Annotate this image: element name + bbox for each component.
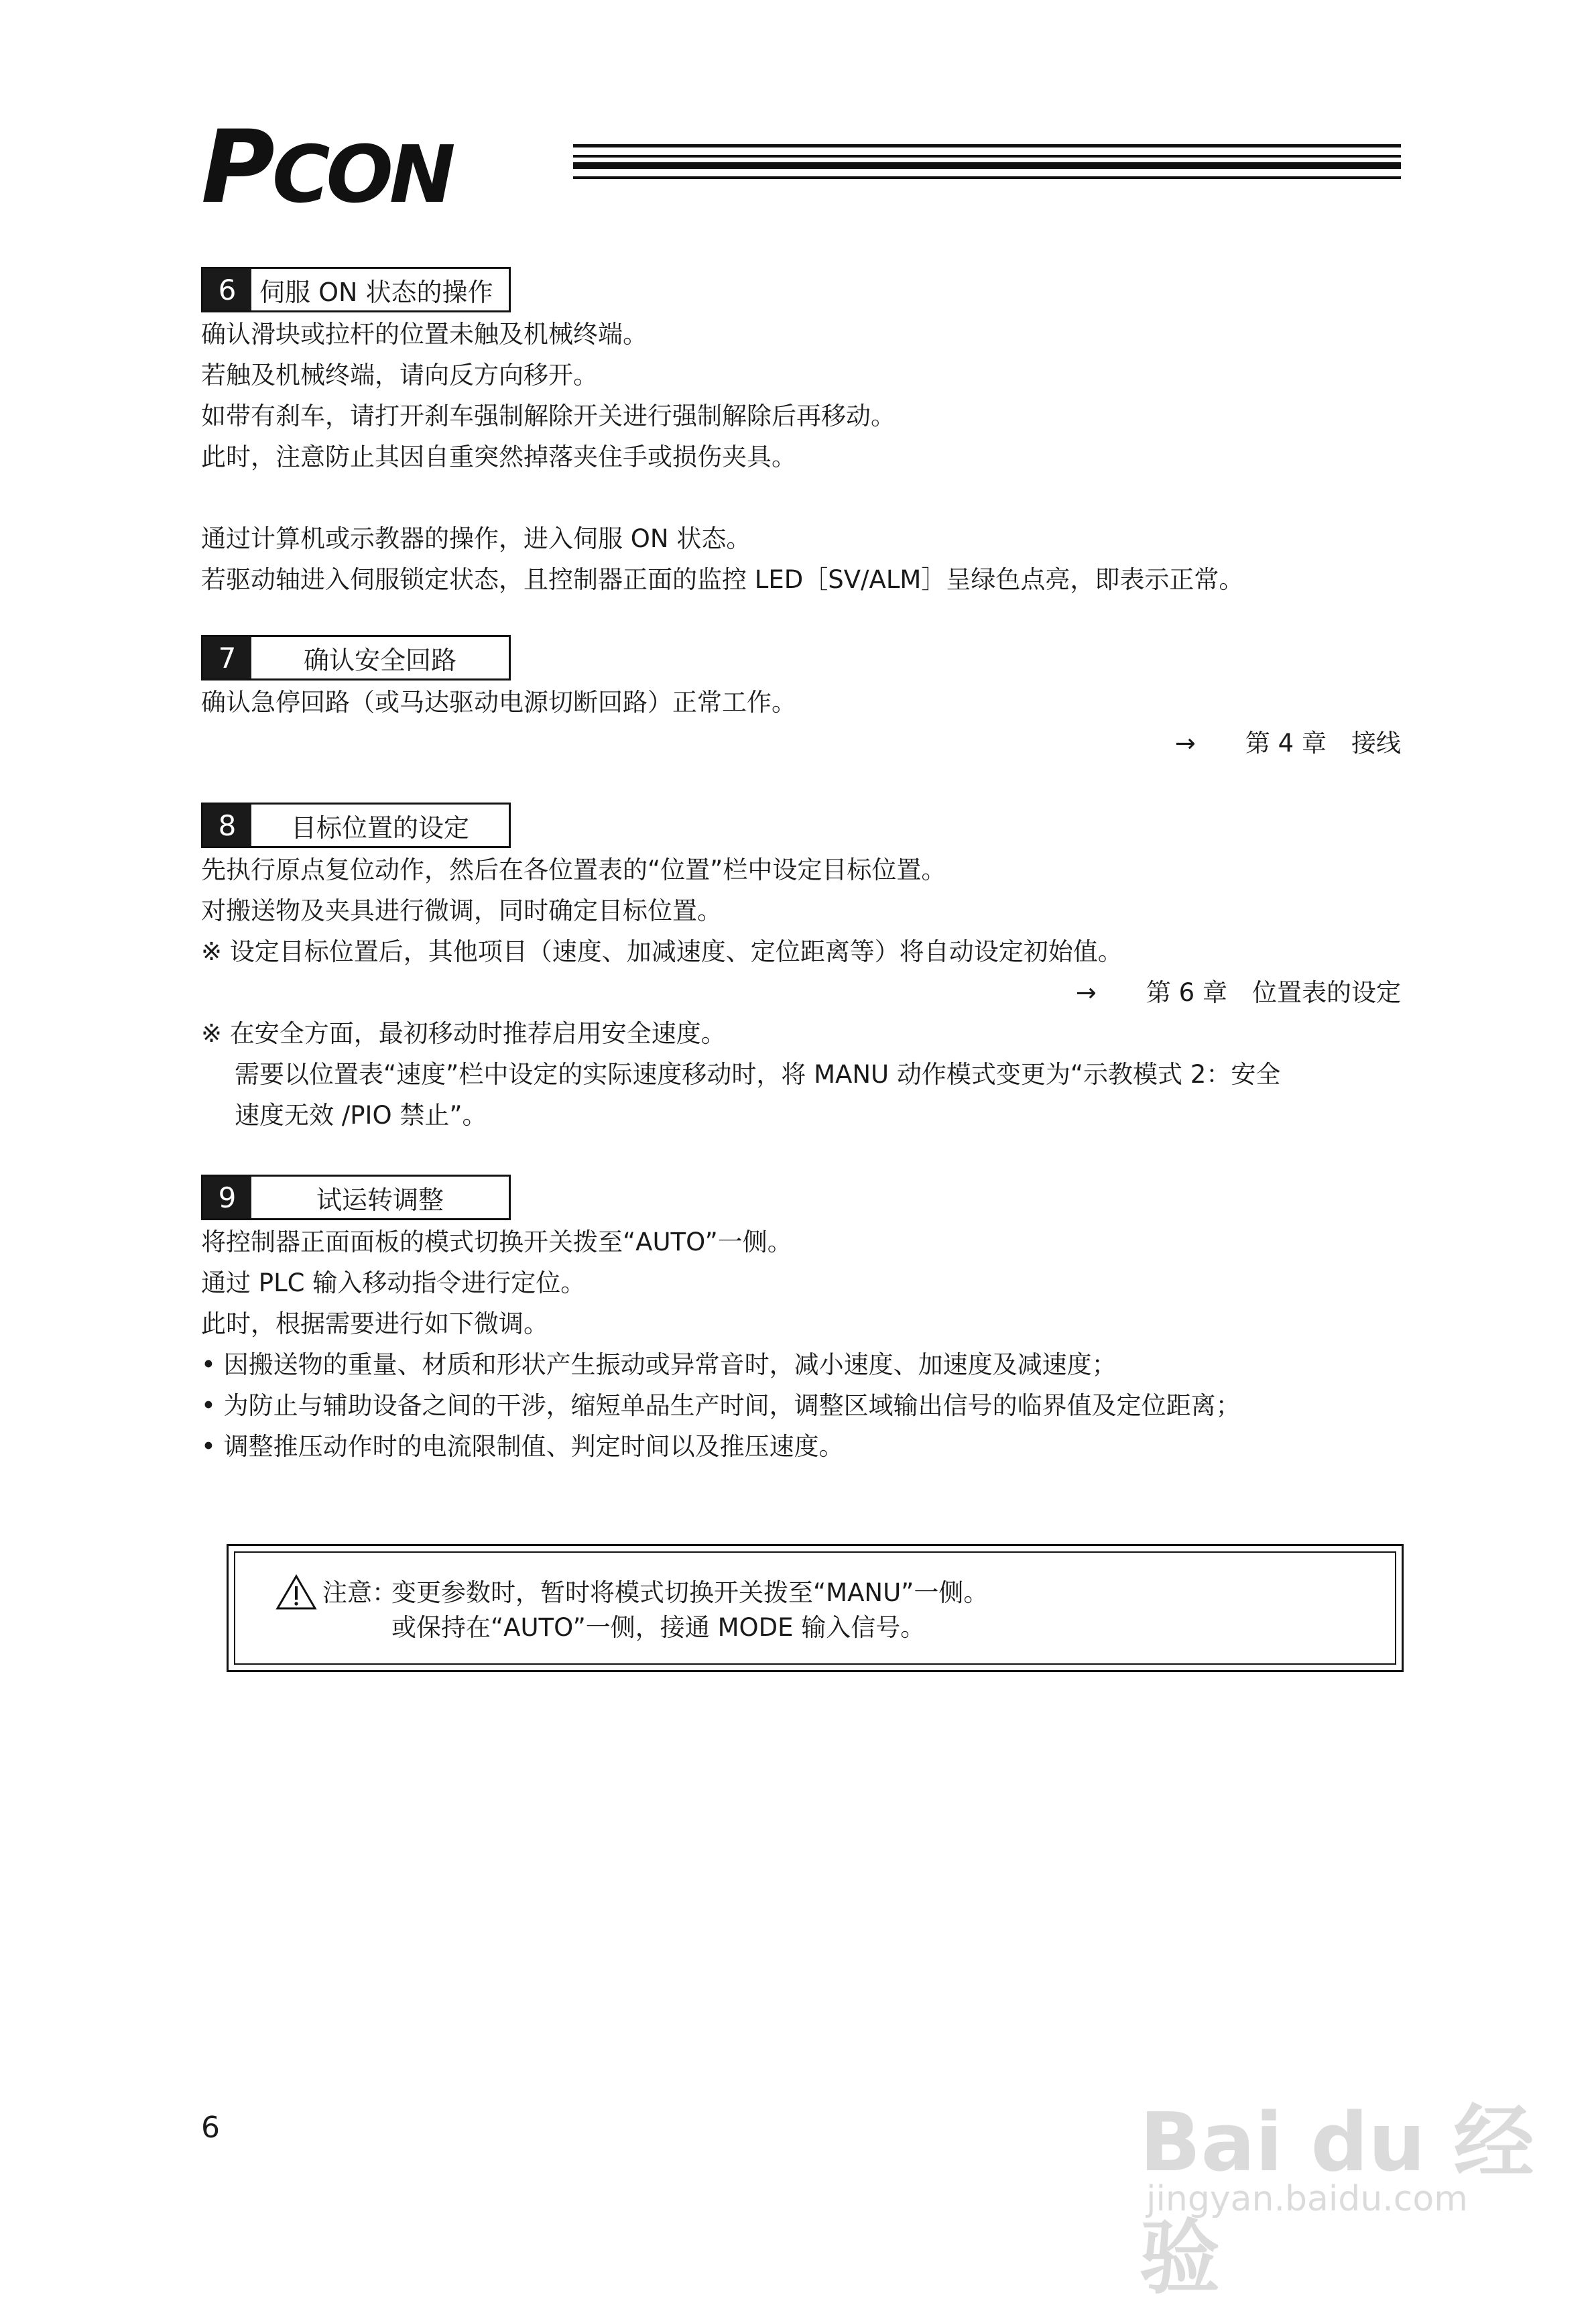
page-header bbox=[201, 109, 1401, 226]
caution-box bbox=[227, 1544, 1404, 1672]
section-heading bbox=[201, 1175, 511, 1220]
warning-triangle-icon bbox=[275, 1574, 317, 1610]
section-6 bbox=[201, 267, 1401, 600]
paragraph-line: 此时，根据需要进行如下微调。 bbox=[201, 1309, 548, 1338]
bullet-item: • 为防止与辅助设备之间的干涉，缩短单品生产时间，调整区域输出信号的临界值及定位距离； bbox=[201, 1391, 1241, 1420]
chapter-reference: → 第 4 章 接线 bbox=[1174, 729, 1401, 758]
section-heading bbox=[201, 803, 511, 848]
section-number: 7 bbox=[203, 637, 251, 678]
paragraph-line: 将控制器正面面板的模式切换开关拨至“AUTO”一侧。 bbox=[201, 1228, 792, 1256]
logo-letters-con: CON bbox=[271, 128, 452, 221]
section-heading bbox=[201, 267, 511, 312]
paragraph-line: 确认急停回路（或马达驱动电源切断回路）正常工作。 bbox=[201, 688, 796, 717]
pcon-logo bbox=[201, 109, 452, 226]
page-content bbox=[201, 267, 1401, 1467]
chapter-reference: → 第 6 章 位置表的设定 bbox=[1075, 978, 1401, 1007]
section-title: 伺服 ON 状态的操作 bbox=[259, 277, 493, 307]
paragraph-line: 确认滑块或拉杆的位置未触及机械终端。 bbox=[201, 320, 648, 349]
paragraph-line: 对搬送物及夹具进行微调，同时确定目标位置。 bbox=[201, 896, 722, 925]
paragraph-line: 若驱动轴进入伺服锁定状态，且控制器正面的监控 LED［SV/ALM］呈绿色点亮，即表示正常。 bbox=[201, 565, 1244, 594]
baidu-watermark bbox=[1140, 2052, 1542, 2305]
remark-line: 需要以位置表“速度”栏中设定的实际速度移动时，将 MANU 动作模式变更为“示教模式 2：安全 bbox=[235, 1060, 1281, 1089]
section-title: 目标位置的设定 bbox=[290, 813, 469, 843]
watermark-brand: Bai du 经验 bbox=[1140, 2096, 1534, 2305]
bullet-item: • 因搬送物的重量、材质和形状产生振动或异常音时，减小速度、加速度及减速度； bbox=[201, 1350, 1117, 1379]
bullet-item: • 调整推压动作时的电流限制值、判定时间以及推压速度。 bbox=[201, 1432, 844, 1461]
section-number: 6 bbox=[203, 269, 251, 310]
section-9 bbox=[201, 1175, 1401, 1467]
header-rule bbox=[573, 144, 1401, 179]
remark-line: ※ 在安全方面，最初移动时推荐启用安全速度。 bbox=[201, 1019, 726, 1048]
paragraph-line: 如带有刹车，请打开刹车强制解除开关进行强制解除后再移动。 bbox=[201, 402, 896, 430]
section-title: 确认安全回路 bbox=[303, 645, 456, 675]
paragraph-line: 此时，注意防止其因自重突然掉落夹住手或损伤夹具。 bbox=[201, 442, 796, 471]
section-title: 试运转调整 bbox=[316, 1185, 444, 1215]
paragraph-line: 通过计算机或示教器的操作，进入伺服 ON 状态。 bbox=[201, 524, 751, 553]
paragraph-line: ※ 设定目标位置后，其他项目（速度、加减速度、定位距离等）将自动设定初始值。 bbox=[201, 937, 1123, 966]
caution-line: 或保持在“AUTO”一侧，接通 MODE 输入信号。 bbox=[391, 1613, 926, 1642]
section-7 bbox=[201, 635, 1401, 764]
caution-line: 变更参数时，暂时将模式切换开关拨至“MANU”一侧。 bbox=[391, 1578, 989, 1607]
page-number: 6 bbox=[201, 2111, 220, 2145]
logo-letter-p: P bbox=[201, 109, 272, 226]
section-number: 9 bbox=[203, 1177, 251, 1218]
section-number: 8 bbox=[203, 805, 251, 846]
caution-label: 注意： bbox=[322, 1578, 397, 1607]
remark-line: 速度无效 /PIO 禁止”。 bbox=[235, 1101, 487, 1130]
paragraph-line: 若触及机械终端，请向反方向移开。 bbox=[201, 361, 598, 390]
section-8 bbox=[201, 803, 1401, 1136]
paragraph-line: 先执行原点复位动作，然后在各位置表的“位置”栏中设定目标位置。 bbox=[201, 855, 946, 884]
paragraph-line: 通过 PLC 输入移动指令进行定位。 bbox=[201, 1268, 586, 1297]
watermark-url: jingyan.baidu.com bbox=[1146, 2179, 1468, 2219]
section-heading bbox=[201, 635, 511, 680]
